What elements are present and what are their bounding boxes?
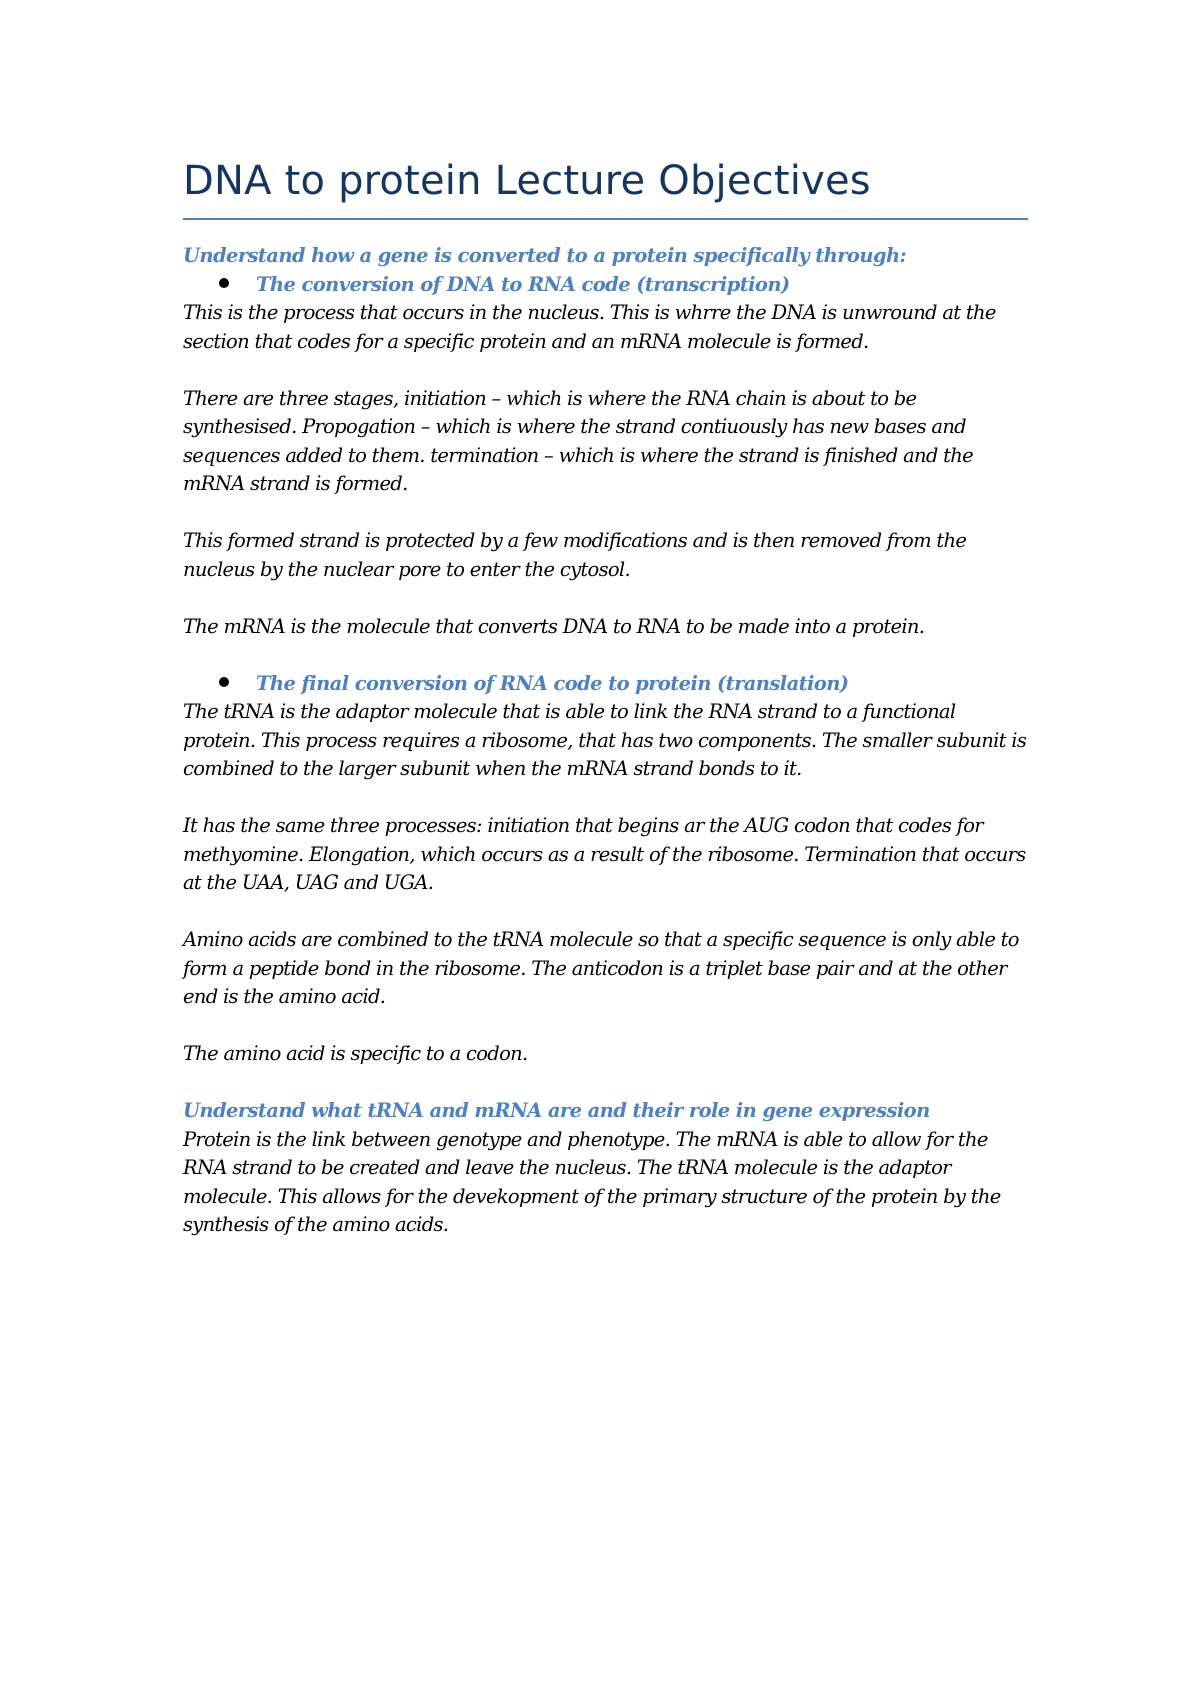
paragraph-transcription-2: There are three stages, initiation – which is where the RNA chain is about to be synthesised. Propogation – which is where the strand contiuously has new bases and sequences added to them. termination – which is where the strand is finished and the mRNA strand is formed. [183,386,973,495]
document-title: DNA to protein Lecture Objectives [183,152,1028,220]
bullet-label-transcription: The conversion of DNA to RNA code (transcription) [256,272,790,296]
document-content [183,152,1028,1268]
bullet-label-translation: The final conversion of RNA code to protein (translation) [256,671,849,695]
paragraph-transcription-3: This formed strand is protected by a few modifications and is then removed from the nucleus by the nuclear pore to enter the cytosol. [183,529,967,581]
bullet-translation [183,670,1028,699]
section-heading-trna-mrna: Understand what tRNA and mRNA are and their role in gene expression [183,1099,930,1122]
paragraph-translation-4: The amino acid is specific to a codon. [183,1042,528,1065]
paragraph-translation-3: Amino acids are combined to the tRNA molecule so that a specific sequence is only able to form a peptide bond in the ribosome. The anticodon is a triplet base pair and at the other end is the amino acid. [183,928,1019,1008]
paragraph-translation-2: It has the same three processes: initiation that begins ar the AUG codon that codes for methyomine. Elongation, which occurs as a result of the ribosome. Termination that occurs at the UAA, UAG and UGA. [183,814,1026,894]
bullet-transcription [183,271,1028,300]
section-heading-gene-to-protein: Understand how a gene is converted to a protein specifically through: [183,244,907,267]
paragraph-translation-1: The tRNA is the adaptor molecule that is able to link the RNA strand to a functional protein. This process requires a ribosome, that has two components. The smaller subunit is combined to the larger subunit when the mRNA strand bonds to it. [183,700,1027,780]
paragraph-transcription-1: This is the process that occurs in the nucleus. This is whrre the DNA is unwround at the section that codes for a specific protein and an mRNA molecule is formed. [183,301,996,353]
paragraph-transcription-4: The mRNA is the molecule that converts DNA to RNA to be made into a protein. [183,614,925,638]
bullet-icon [219,677,229,687]
paragraph-gene-expression: Protein is the link between genotype and phenotype. The mRNA is able to allow for the RNA strand to be created and leave the nucleus. The tRNA molecule is the adaptor molecule. This allows for the devekopment of the primary structure of the protein by the synthesis of the amino acids. [183,1127,1001,1236]
bullet-icon [219,278,229,288]
